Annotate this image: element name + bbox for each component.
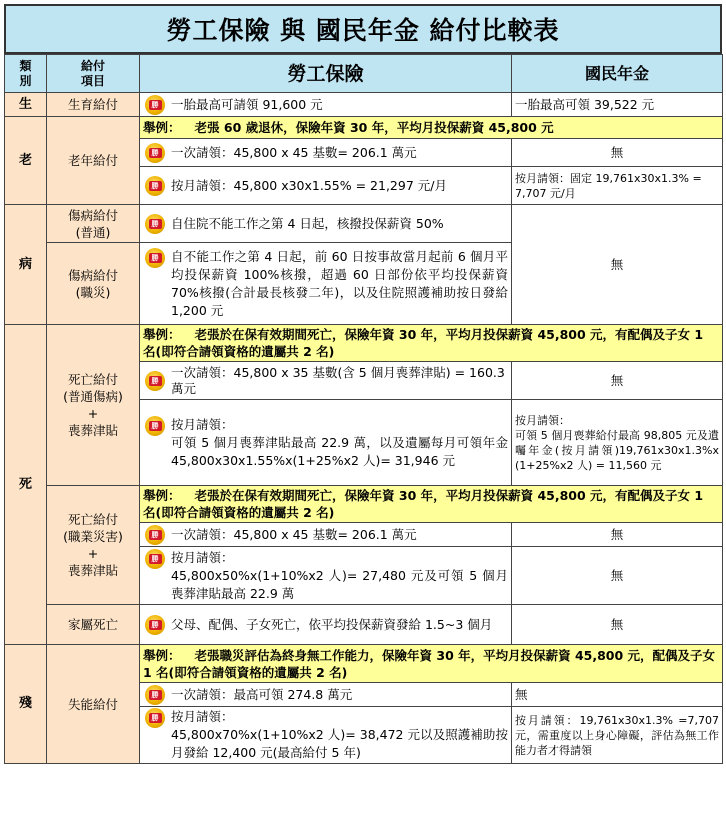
header-category: 類 別: [5, 55, 47, 93]
old-lump-labor-cell: [140, 139, 512, 167]
old-example: [140, 117, 723, 139]
seal-icon: 勝: [145, 615, 165, 635]
page-title: 勞工保險 與 國民年金 給付比較表: [4, 4, 722, 54]
sick-occupational-labor-cell: [140, 243, 512, 325]
old-lump-labor: 一次請領：45,800 x 45 基數= 206.1 萬元: [171, 144, 417, 160]
sick-common-row: [5, 205, 723, 243]
disability-monthly-national: 按月請領：19,761x30x1.3% =7,707 元，需重度以上身心障礙，評估為無工作能力者才得請領: [512, 707, 723, 764]
seal-icon: 勝: [145, 416, 165, 436]
death-occ-lump-labor: 一次請領：45,800 x 45 基數= 206.1 萬元: [171, 526, 417, 542]
item-death-occupational: 死亡給付 (職業災害) + 喪葬津貼: [47, 486, 140, 605]
death-family-labor-cell: [140, 605, 512, 645]
item-disability: 失能給付: [47, 645, 140, 764]
birth-labor-text: 一胎最高可請領 91,600 元: [171, 96, 323, 112]
seal-icon: 勝: [145, 708, 165, 728]
disability-monthly-labor: 按月請領： 45,800x70%x(1+10%x2 人)= 38,472 元以及照護補助按月發給 12,400 元(最高給付 5 年): [171, 709, 508, 760]
death-example-text: 老張於在保有效期間死亡，保險年資 30 年，平均月投保薪資 45,800 元，有配偶及子女 1 名(即符合請領資格的遺屬共 2 名): [143, 327, 704, 359]
death-common-lump-labor: 一次請領：45,800 x 35 基數(含 5 個月喪葬津貼) = 160.3 萬元: [171, 364, 505, 396]
old-monthly-labor: 按月請領：45,800 x30x1.55% = 21,297 元/月: [171, 177, 447, 193]
birth-national: 一胎最高可領 39,522 元: [512, 93, 723, 117]
death-example-label: 舉例：: [143, 327, 181, 342]
death-occ-lump-labor-cell: [140, 523, 512, 547]
item-old: 老年給付: [47, 117, 140, 205]
seal-icon: 勝: [145, 143, 165, 163]
death-example2: [140, 486, 723, 523]
death-common-lump-labor-cell: [140, 362, 512, 400]
death-common-monthly-national: 按月請領： 可領 5 個月喪葬給付最高 98,805 元及遺囑年金(按月請領)19,761x30x1.3%x (1+25%x2 人) = 11,560 元: [512, 400, 723, 486]
death-example2-row: [5, 486, 723, 523]
sick-common-labor-cell: [140, 205, 512, 243]
death-occ-monthly-labor: 按月請領： 45,800x50%x(1+10%x2 人)= 27,480 元及可領 5 個月喪葬津貼最高 22.9 萬: [171, 549, 508, 601]
disability-lump-national: 無: [512, 683, 723, 707]
death-example2-label: 舉例：: [143, 488, 181, 503]
category-old: 老: [5, 117, 47, 205]
old-lump-national: 無: [512, 139, 723, 167]
sick-national: 無: [512, 205, 723, 325]
header-item: 給付 項目: [47, 55, 140, 93]
death-occ-monthly-national: 無: [512, 547, 723, 605]
seal-icon: 勝: [145, 248, 165, 268]
comparison-table: [4, 54, 723, 764]
seal-icon: 勝: [145, 176, 165, 196]
header-national: 國民年金: [512, 55, 723, 93]
disability-example-row: [5, 645, 723, 683]
death-occ-lump-national: 無: [512, 523, 723, 547]
item-birth: 生育給付: [47, 93, 140, 117]
old-monthly-labor-cell: [140, 167, 512, 205]
seal-icon: 勝: [145, 525, 165, 545]
death-family-labor: 父母、配偶、子女死亡，依平均投保薪資發給 1.5~3 個月: [171, 616, 493, 632]
item-family-death: 家屬死亡: [47, 605, 140, 645]
death-family-row: [5, 605, 723, 645]
seal-icon: 勝: [145, 95, 165, 115]
death-example: [140, 325, 723, 362]
category-birth: 生: [5, 93, 47, 117]
death-example2-text: 老張於在保有效期間死亡，保險年資 30 年，平均月投保薪資 45,800 元，有配偶及子女 1 名(即符合請領資格的遺屬共 2 名): [143, 488, 704, 520]
death-example-row: [5, 325, 723, 362]
item-sick-common: 傷病給付 (普通): [47, 205, 140, 243]
seal-icon: 勝: [145, 549, 165, 569]
disability-example-text: 老張職災評估為終身無工作能力，保險年資 30 年，平均月投保薪資 45,800 元，配偶及子女 1 名(即符合請領資格的遺屬共 2 名): [143, 647, 716, 680]
item-sick-occupational: 傷病給付 (職災): [47, 243, 140, 325]
disability-example-label: 舉例：: [143, 647, 181, 663]
old-example-row: [5, 117, 723, 139]
disability-lump-labor-cell: [140, 683, 512, 707]
disability-lump-labor: 一次請領：最高可領 274.8 萬元: [171, 686, 353, 702]
item-death-common: 死亡給付 (普通傷病) + 喪葬津貼: [47, 325, 140, 486]
disability-example: [140, 645, 723, 683]
death-common-lump-national: 無: [512, 362, 723, 400]
sick-common-labor: 自住院不能工作之第 4 日起，核撥投保薪資 50%: [171, 215, 444, 231]
seal-icon: 勝: [145, 371, 165, 391]
category-sick: 病: [5, 205, 47, 325]
death-common-monthly-labor: 按月請領： 可領 5 個月喪葬津貼最高 22.9 萬，以及遺屬每月可領年金 45,800x30x1.55%x(1+25%x2 人)= 31,946 元: [171, 416, 508, 468]
category-death: 死: [5, 325, 47, 645]
seal-icon: 勝: [145, 214, 165, 234]
old-monthly-national: 按月請領：固定 19,761x30x1.3% = 7,707 元/月: [512, 167, 723, 205]
death-common-monthly-labor-cell: [140, 400, 512, 486]
comparison-sheet: [4, 4, 722, 764]
death-occ-monthly-labor-cell: [140, 547, 512, 605]
category-disability: 殘: [5, 645, 47, 764]
old-example-label: 舉例：: [143, 120, 181, 135]
sick-occupational-labor: 自不能工作之第 4 日起，前 60 日按事故當月起前 6 個月平均投保薪資 100%核撥，超過 60 日部份依平均投保薪資 70%核撥(合計最長核發二年)，以及住院照護補助按日發給 1,200 元: [171, 248, 508, 318]
birth-row: [5, 93, 723, 117]
birth-labor-cell: [140, 93, 512, 117]
death-family-national: 無: [512, 605, 723, 645]
old-example-text: 老張 60 歲退休，保險年資 30 年，平均月投保薪資 45,800 元: [194, 120, 554, 135]
header-row: [5, 55, 723, 93]
seal-icon: 勝: [145, 685, 165, 705]
header-labor: 勞工保險: [140, 55, 512, 93]
disability-monthly-labor-cell: [140, 707, 512, 764]
